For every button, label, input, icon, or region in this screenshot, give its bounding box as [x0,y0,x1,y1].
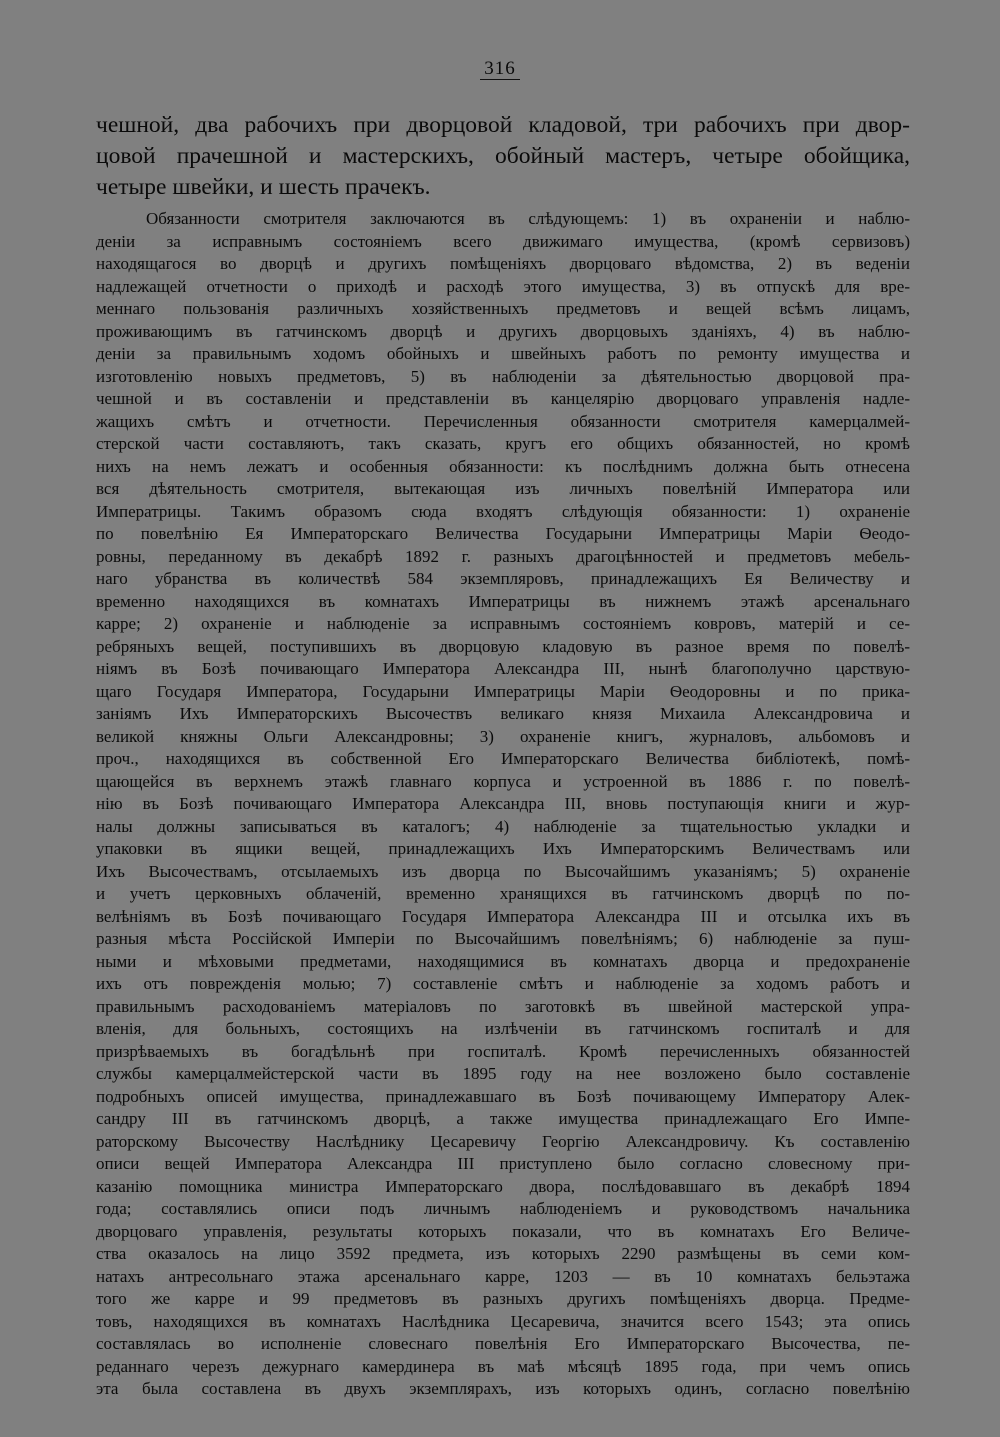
text-line: составлялась во исполненіе словеснаго повелѣнія Его Императорскаго Высочества, пе- [96,1334,910,1353]
text-line: изготовленію новыхъ предметовъ, 5) въ наблюденіи за дѣятельностью дворцовой пра- [96,366,910,386]
text-line: ровны, переданному въ декабрѣ 1892 г. разныхъ драгоцѣнностей и предметовъ мебель- [96,546,910,566]
text-line: товъ, находящихся въ комнатахъ Наслѣдника Цесаревича, значится всего 1543; эта опись [96,1311,910,1331]
text-line: Императрицы. Такимъ образомъ сюда входятъ слѣдующія обязанности: 1) охраненіе [96,501,910,521]
text-line: четыре швейки, и шесть прачекъ. [96,174,431,200]
text-line: цовой прачешной и мастерскихъ, обойный мастеръ, четыре обойщика, [96,143,910,169]
text-line: ребряныхъ вещей, поступившихъ въ дворцовую кладовую въ разное время по повелѣ- [96,636,910,656]
text-line: описи вещей Императора Александра III приступлено было согласно словесному при- [96,1154,910,1173]
text-line: вся дѣятельность смотрителя, вытекающая изъ личныхъ повелѣній Императора или [96,479,910,498]
text-line: щаго Государя Императора, Государыни Императрицы Маріи Ѳеодоровны и по прика- [96,681,910,701]
text-line: по повелѣнію Ея Императорскаго Величества Государыни Императрицы Маріи Ѳеодо- [96,524,910,543]
text-line: нихъ на немъ лежатъ и особенныя обязанности: къ послѣднимъ должна быть отнесена [96,456,910,476]
text-line: нію въ Бозѣ почивающаго Императора Александра III, вновь поступающія книги и жур- [96,794,910,813]
page-number [0,58,1000,80]
text-line: ихъ отъ поврежденія молью; 7) составленіе смѣтъ и наблюденіе за ходомъ работъ и [96,974,910,993]
text-line: правильнымъ расходованіемъ матеріаловъ по заготовкѣ въ швейной мастерской упра- [96,996,910,1016]
text-line: подробныхъ описей имущества, принадлежавшаго въ Бозѣ почивающему Императору Алек- [96,1086,910,1106]
text-line: эта была составлена въ двухъ экземплярахъ, изъ которыхъ одинъ, согласно повелѣнію [96,1379,910,1398]
text-line: призрѣваемыхъ въ богадѣльнѣ при госпиталѣ. Кромѣ перечисленныхъ обязанностей [96,1041,910,1061]
main-paragraph [96,208,910,1401]
continuation-paragraph [96,110,910,203]
text-line: того же карре и 99 предметовъ въ разныхъ другихъ помѣщеніяхъ дворца. Предме- [96,1289,910,1308]
text-line: реданнаго черезъ дежурнаго камердинера въ маѣ мѣсяцѣ 1895 года, при чемъ опись [96,1356,910,1376]
text-line: карре; 2) охраненіе и наблюденіе за исправнымъ состояніемъ ковровъ, матерій и се- [96,614,910,633]
text-line: ства оказалось на лицо 3592 предмета, изъ которыхъ 2290 размѣщены въ семи ком- [96,1244,910,1263]
text-line: ными и мѣховыми предметами, находящимися въ комнатахъ дворца и предохраненіе [96,951,910,971]
text-line: налы должны записываться въ каталогъ; 4) наблюденіе за тщательностью укладки и [96,816,910,836]
text-line: ніямъ въ Бозѣ почивающаго Императора Александра III, нынѣ благополучно царствую- [96,659,910,678]
text-line: разныя мѣста Россійской Имперіи по Высочайшимъ повелѣніямъ; 6) наблюденіе за пуш- [96,929,910,948]
text-line: великой княжны Ольги Александровны; 3) охраненіе книгъ, журналовъ, альбомовъ и [96,726,910,746]
text-line: стерской части составляютъ, такъ сказать, кругъ его общихъ обязанностей, но кромѣ [96,434,910,453]
text-line: чешной, два рабочихъ при дворцовой кладовой, три рабочихъ при двор- [96,112,910,138]
text-line: наго убранства въ количествѣ 584 экземпляровъ, принадлежащихъ Ея Величеству и [96,569,910,588]
text-line: натахъ антресольнаго этажа арсенальнаго карре, 1203 — въ 10 комнатахъ бельэтажа [96,1266,910,1286]
text-line: дворцоваго управленія, результаты которыхъ показали, что въ комнатахъ Его Величе- [96,1221,910,1241]
text-line: жащихъ смѣтъ и отчетности. Перечисленныя обязанности смотрителя камерцалмей- [96,411,910,431]
text-line: проживающимъ въ гатчинскомъ дворцѣ и другихъ дворцовыхъ зданіяхъ, 4) въ наблю- [96,321,910,341]
text-line: надлежащей отчетности о приходѣ и расходѣ этого имущества, 3) въ отпускѣ для вре- [96,276,910,296]
text-line: находящагося во дворцѣ и другихъ помѣщеніяхъ дворцоваго вѣдомства, 2) въ веденіи [96,254,910,273]
text-line: года; составлялись описи подъ личнымъ наблюденіемъ и руководствомъ начальника [96,1199,910,1218]
text-line: заніямъ Ихъ Императорскихъ Высочествъ великаго князя Михаила Александровича и [96,704,910,723]
text-line: раторскому Высочеству Наслѣднику Цесаревичу Георгію Александровичу. Къ составленію [96,1131,910,1151]
text-line: проч., находящихся въ собственной Его Императорскаго Величества библіотекѣ, помѣ- [96,749,910,768]
text-line: упаковки въ ящики вещей, принадлежащихъ Ихъ Императорскимъ Величествамъ или [96,839,910,858]
text-line: деніи за исправнымъ состояніемъ всего движимаго имущества, (кромѣ сервизовъ) [96,231,910,251]
text-line: Ихъ Высочествамъ, отсылаемыхъ изъ дворца по Высочайшимъ указаніямъ; 5) охраненіе [96,861,910,881]
text-line: службы камерцалмейстерской части въ 1895 году на нее возложено было составленіе [96,1064,910,1083]
text-line: меннаго пользованія различныхъ хозяйственныхъ предметовъ и вещей всѣмъ лицамъ, [96,299,910,318]
text-line: сандру III въ гатчинскомъ дворцѣ, а также имущества принадлежащаго Его Импе- [96,1109,910,1128]
text-line: Обязанности смотрителя заключаются въ слѣдующемъ: 1) въ охраненіи и наблю- [146,209,910,228]
text-line: вленія, для больныхъ, состоящихъ на излѣченіи въ гатчинскомъ госпиталѣ и для [96,1019,910,1038]
text-line: чешной и въ составленіи и представленіи въ канцелярію дворцоваго управленія надле- [96,389,910,408]
text-line: казанію помощника министра Императорскаго двора, послѣдовавшаго въ декабрѣ 1894 [96,1176,910,1196]
text-line: деніи за правильнымъ ходомъ обойныхъ и швейныхъ работъ по ремонту имущества и [96,344,910,363]
text-line: щающейся въ верхнемъ этажѣ главнаго корпуса и устроенной въ 1886 г. по повелѣ- [96,771,910,791]
text-line: велѣніямъ въ Бозѣ почивающаго Государя Императора Александра III и отсылка ихъ въ [96,906,910,926]
text-line: и учетъ церковныхъ облаченій, временно хранящихся въ гатчинскомъ дворцѣ по по- [96,884,910,903]
text-line: временно находящихся въ комнатахъ Императрицы въ нижнемъ этажѣ арсенальнаго [96,591,910,611]
page-number-value: 316 [480,58,520,80]
